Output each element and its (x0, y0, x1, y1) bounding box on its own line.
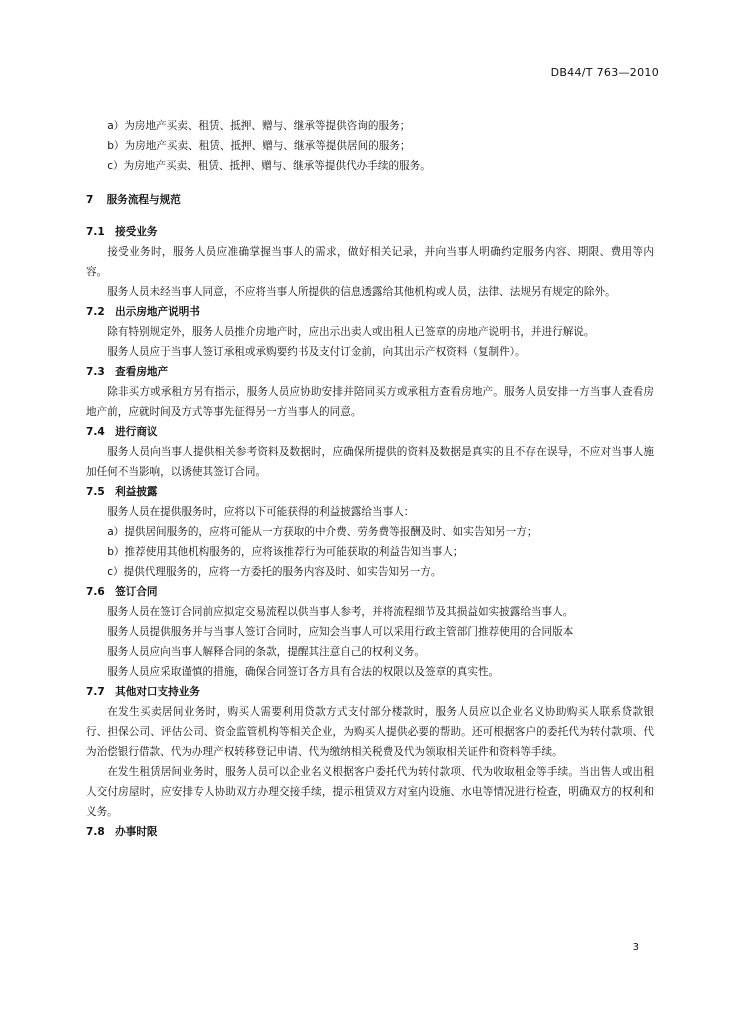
section-title: 接受业务 (115, 226, 158, 238)
section-heading (86, 582, 654, 602)
document-body (86, 116, 654, 842)
paragraph: 接受业务时，服务人员应准确掌握当事人的需求，做好相关记录，并向当事人明确约定服务内容、期限、费用等内容。 (86, 246, 654, 278)
paragraph: 服务人员提供服务并与当事人签订合同时，应知会当事人可以采用行政主管部门推荐使用的合同版本 (107, 626, 574, 638)
paragraph: 服务人员在签订合同前应拟定交易流程以供当事人参考，并将流程细节及其损益如实披露给当事人。 (107, 606, 574, 618)
section-heading (86, 422, 654, 442)
section-heading (86, 362, 654, 382)
section-heading (86, 482, 654, 502)
section-title: 其他对口支持业务 (115, 686, 200, 698)
paragraph: 服务人员未经当事人同意，不应将当事人所提供的信息透露给其他机构或人员，法律、法规另有规定的除外。 (107, 286, 616, 298)
list-item: c）为房地产买卖、租赁、抵押、赠与、继承等提供代办手续的服务。 (107, 160, 431, 172)
section-number: 7.5 (86, 486, 105, 498)
paragraph: 除有特别规定外，服务人员推介房地产时，应出示出卖人或出租人已签章的房地产说明书，并进行解说。 (107, 326, 595, 338)
page-number: 3 (632, 942, 639, 953)
section-title: 查看房地产 (115, 366, 169, 378)
list-item: b）推荐使用其他机构服务的，应将该推荐行为可能获取的利益告知当事人； (107, 546, 464, 558)
section-heading (86, 222, 654, 242)
chapter-heading (86, 190, 654, 210)
section-heading (86, 822, 654, 842)
section-title: 签订合同 (115, 586, 158, 598)
paragraph: 服务人员应于当事人签订承租或承购要约书及支付订金前，向其出示产权资料（复制件）。 (107, 346, 526, 358)
section-heading (86, 302, 654, 322)
section-number: 7.6 (86, 586, 105, 598)
list-item: b）为房地产买卖、租赁、抵押、赠与、继承等提供居间的服务； (107, 140, 411, 152)
section-number: 7.7 (86, 686, 105, 698)
section-title: 出示房地产说明书 (115, 306, 200, 318)
paragraph: 除非买方或承租方另有指示，服务人员应协助安排并陪同买方或承租方查看房地产。服务人员安排一方当事人查看房地产前，应就时间及方式等事先征得另一方当事人的同意。 (86, 386, 654, 418)
section-title: 利益披露 (115, 486, 158, 498)
list-item: c）提供代理服务的，应将一方委托的服务内容及时、如实告知另一方。 (107, 566, 442, 578)
section-title: 进行商议 (115, 426, 158, 438)
paragraph: 在发生租赁居间业务时，服务人员可以企业名义根据客户委托代为转付款项、代为收取租金等手续。当出售人或出租人交付房屋时，应安排专人协助双方办理交接手续，提示租赁双方对室内设施、水电等情况进行检查，明确双方的权利和义务。 (86, 766, 654, 818)
section-number: 7.8 (86, 826, 105, 838)
section-title: 办事时限 (115, 826, 158, 838)
section-number: 7.1 (86, 226, 105, 238)
paragraph: 在发生买卖居间业务时，购买人需要利用贷款方式支付部分楼款时，服务人员应以企业名义协助购买人联系贷款银行、担保公司、评估公司、资金监管机构等相关企业，为购买人提供必要的帮助。还可根据客户的委托代为转付款项、代为治偿银行借款、代为办理产权转移登记申请、代为缴纳相关税费及代为领取相关证件和资料等手续。 (86, 706, 654, 758)
section-number: 7.2 (86, 306, 105, 318)
document-code: DB44/T 763—2010 (550, 66, 659, 79)
chapter-number: 7 (86, 194, 94, 206)
section-number: 7.3 (86, 366, 105, 378)
list-item: a）提供居间服务的，应将可能从一方获取的中介费、劳务费等报酬及时、如实告知另一方； (107, 526, 538, 538)
list-item: a）为房地产买卖、租赁、抵押、赠与、继承等提供咨询的服务； (107, 120, 411, 132)
paragraph: 服务人员应向当事人解释合同的条款，提醒其注意自己的权利义务。 (107, 646, 425, 658)
section-heading (86, 682, 654, 702)
paragraph: 服务人员在提供服务时，应将以下可能获得的利益披露给当事人： (107, 506, 415, 518)
paragraph: 服务人员向当事人提供相关参考资料及数据时，应确保所提供的资料及数据是真实的且不存在误导，不应对当事人施加任何不当影响，以诱使其签订合同。 (86, 446, 654, 478)
paragraph: 服务人员应采取谨慎的措施，确保合同签订各方具有合法的权限以及签章的真实性。 (107, 666, 500, 678)
chapter-title: 服务流程与规范 (106, 194, 181, 206)
section-number: 7.4 (86, 426, 105, 438)
